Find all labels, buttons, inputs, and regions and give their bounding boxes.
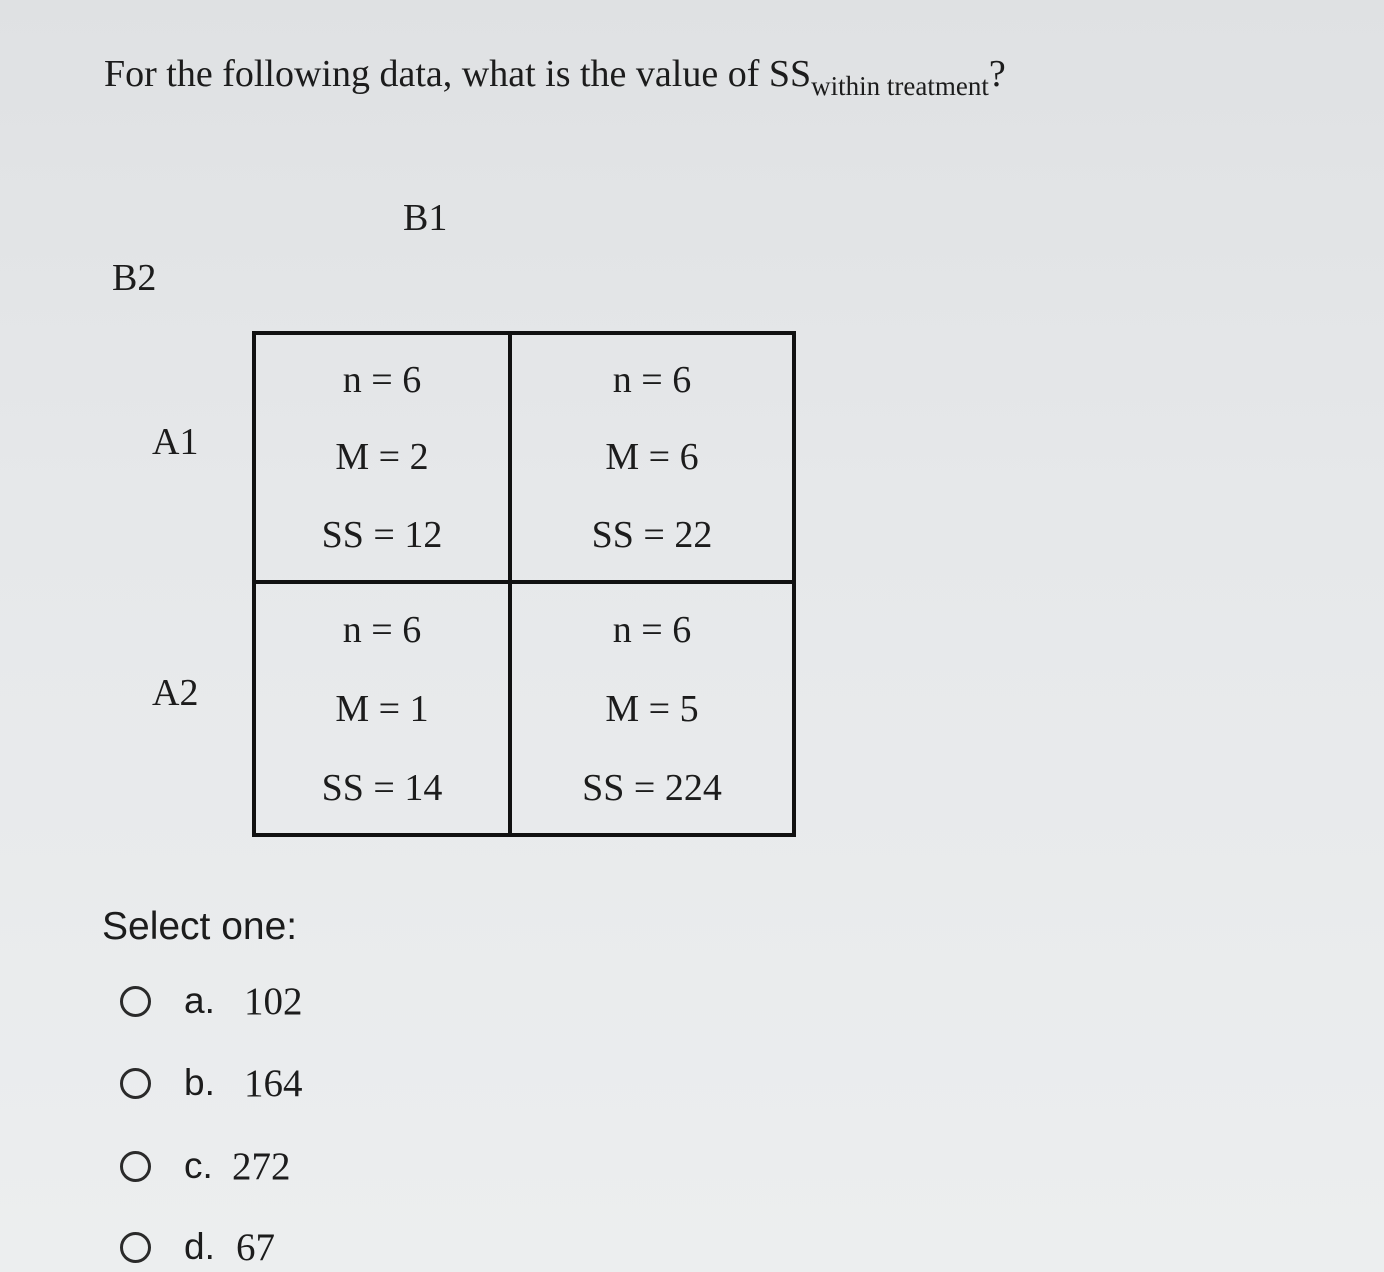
option-value-c: 272: [232, 1144, 291, 1188]
radio-button-b[interactable]: [120, 1068, 151, 1099]
column-header-b2: B2: [112, 257, 157, 299]
option-letter-b: b.: [184, 1062, 215, 1103]
cell-n: n = 6: [612, 608, 692, 651]
cell-ss: SS = 12: [321, 514, 443, 557]
answer-option-d[interactable]: [120, 1222, 275, 1272]
data-table: [252, 331, 796, 837]
question-text: [104, 52, 1006, 102]
option-value-a: 102: [244, 979, 303, 1023]
cell-mean: M = 2: [335, 436, 429, 479]
option-letter-a: a.: [184, 980, 215, 1021]
cell-n: n = 6: [342, 608, 422, 651]
option-value-d: 67: [236, 1225, 275, 1269]
cell-n: n = 6: [342, 358, 422, 401]
radio-button-c[interactable]: [120, 1151, 151, 1182]
answer-option-c[interactable]: [120, 1141, 291, 1191]
cell-a2-b1: [256, 584, 512, 833]
row-header-a1: A1: [152, 421, 199, 463]
question-prefix: For the following data, what is the value of SS: [104, 53, 812, 95]
cell-ss: SS = 224: [582, 766, 722, 809]
cell-ss: SS = 14: [321, 766, 443, 809]
column-header-b1: B1: [403, 197, 448, 239]
answer-option-b[interactable]: [120, 1058, 303, 1108]
cell-a1-b1: [256, 335, 512, 584]
cell-a2-b2: [512, 584, 792, 833]
radio-button-a[interactable]: [120, 986, 151, 1017]
cell-n: n = 6: [612, 358, 692, 401]
answer-option-a[interactable]: [120, 976, 303, 1026]
cell-mean: M = 1: [335, 687, 429, 730]
radio-button-d[interactable]: [120, 1232, 151, 1263]
row-header-a2: A2: [152, 672, 199, 714]
question-suffix: ?: [988, 53, 1006, 95]
option-letter-d: d.: [184, 1226, 215, 1267]
cell-ss: SS = 22: [591, 514, 713, 557]
question-subscript: within treatment: [811, 71, 989, 101]
option-value-b: 164: [244, 1061, 303, 1105]
cell-mean: M = 5: [605, 687, 699, 730]
cell-a1-b2: [512, 335, 792, 584]
cell-mean: M = 6: [605, 436, 699, 479]
option-letter-c: c.: [184, 1145, 213, 1186]
select-one-prompt: Select one:: [102, 905, 298, 948]
